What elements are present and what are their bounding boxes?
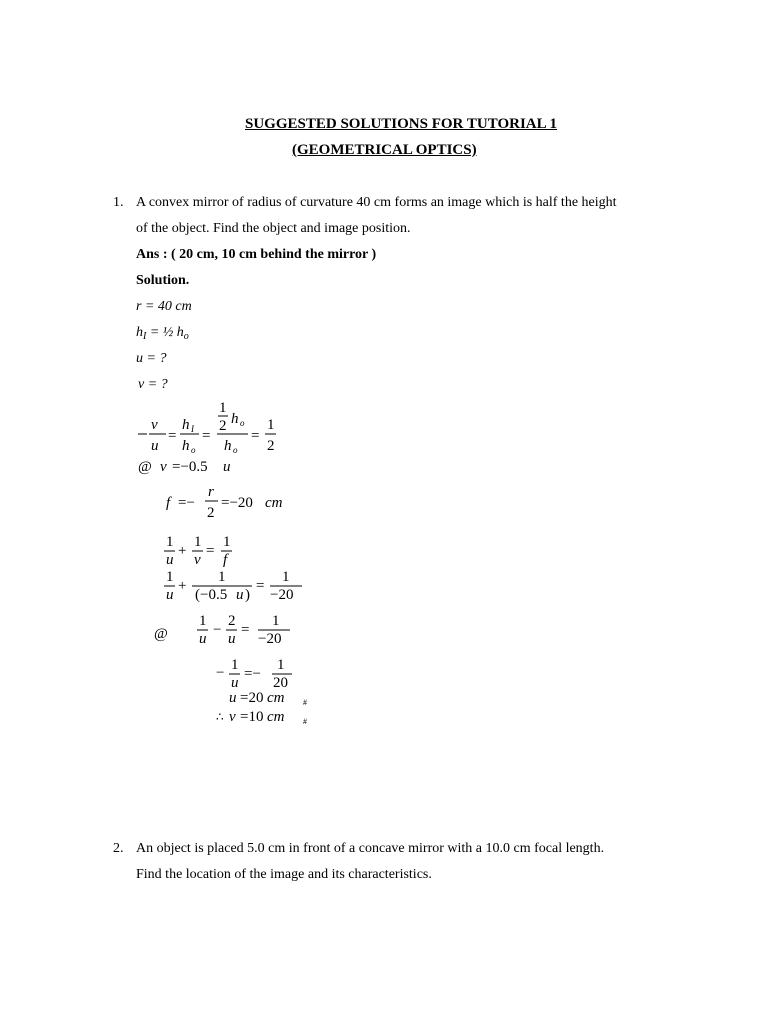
svg-text:o: o (191, 445, 196, 455)
svg-text:v: v (194, 552, 201, 568)
svg-text:2: 2 (219, 418, 227, 434)
svg-text:1: 1 (277, 657, 285, 673)
svg-text:=−0.5: =−0.5 (172, 459, 208, 475)
svg-text:u: u (228, 631, 236, 647)
svg-text:(−0.5: (−0.5 (195, 587, 228, 603)
svg-text:h: h (182, 438, 190, 454)
svg-text:): ) (245, 587, 250, 603)
svg-text:−20: −20 (270, 587, 294, 603)
svg-text:f: f (223, 552, 228, 568)
svg-text:1: 1 (199, 613, 207, 629)
v-relation-equation (138, 459, 231, 475)
svg-text:20: 20 (273, 675, 288, 691)
given-radius: r = 40 cm (136, 299, 192, 314)
svg-text:@: @ (138, 459, 152, 475)
svg-text:h: h (224, 438, 232, 454)
svg-text:@: @ (154, 626, 168, 642)
svg-text:h: h (182, 417, 190, 433)
svg-text:=20: =20 (240, 690, 264, 706)
svg-text:v: v (229, 709, 236, 725)
simplification-equation (154, 613, 290, 647)
question-2-text-line2: Find the location of the image and its characteristics. (136, 867, 432, 882)
question-1-text-line2: of the object. Find the object and image position. (136, 221, 411, 236)
svg-text:1: 1 (223, 534, 231, 550)
magnification-equation (138, 400, 276, 455)
question-2-text-line1: An object is placed 5.0 cm in front of a concave mirror with a 10.0 cm focal length. (136, 841, 605, 856)
svg-text:+: + (178, 543, 187, 559)
svg-text:2: 2 (267, 438, 275, 454)
result-u (229, 690, 307, 707)
svg-text:=: = (241, 622, 250, 638)
given-height-rhs: = ½ h (149, 325, 184, 340)
svg-text:=−20: =−20 (221, 495, 253, 511)
svg-text:u: u (166, 587, 174, 603)
svg-text:1: 1 (282, 569, 290, 585)
svg-text:1: 1 (166, 534, 174, 550)
page-subtitle: (GEOMETRICAL OPTICS) (292, 142, 477, 158)
svg-text:I: I (191, 424, 194, 434)
svg-text:−: − (213, 622, 222, 638)
question-1-number: 1. (113, 195, 124, 210)
given-height-lhs: h (136, 325, 143, 340)
svg-text:2: 2 (207, 505, 215, 521)
page-title: SUGGESTED SOLUTIONS FOR TUTORIAL 1 (245, 116, 558, 132)
svg-text:cm: cm (265, 495, 283, 511)
question-1-text-line1: A convex mirror of radius of curvature 40 cm forms an image which is half the height (136, 195, 617, 210)
substitution-equation (164, 569, 302, 603)
svg-text:=−: =− (178, 495, 195, 511)
svg-text:#: # (303, 717, 307, 726)
svg-text:1: 1 (218, 569, 226, 585)
svg-text:cm: cm (267, 709, 285, 725)
svg-text:+: + (178, 578, 187, 594)
svg-text:=: = (206, 543, 215, 559)
svg-text:h: h (231, 411, 239, 427)
svg-text:v: v (151, 417, 158, 433)
svg-text:=: = (202, 428, 211, 444)
svg-text:1: 1 (194, 534, 202, 550)
result-v (216, 709, 307, 726)
svg-text:=: = (168, 428, 177, 444)
svg-text:u: u (236, 587, 244, 603)
mirror-equation (164, 534, 232, 568)
given-u: u = ? (136, 351, 167, 366)
reduced-equation (216, 657, 292, 691)
svg-text:=: = (251, 428, 260, 444)
svg-text:1: 1 (272, 613, 280, 629)
svg-text:cm: cm (267, 690, 285, 706)
svg-text:o: o (240, 418, 245, 428)
svg-text:−20: −20 (258, 631, 282, 647)
svg-text:u: u (229, 690, 237, 706)
given-height-lhs-sub: I (143, 331, 147, 342)
svg-text:#: # (303, 698, 307, 707)
svg-text:u: u (199, 631, 207, 647)
svg-text:v: v (160, 459, 167, 475)
given-v: v = ? (138, 377, 168, 392)
given-height-rhs-sub: o (183, 331, 189, 342)
svg-text:u: u (151, 438, 159, 454)
svg-text:r: r (208, 484, 214, 500)
svg-text:o: o (233, 445, 238, 455)
svg-text:1: 1 (219, 400, 227, 416)
svg-text:u: u (231, 675, 239, 691)
focal-length-equation (166, 484, 283, 521)
solution-label: Solution. (136, 273, 190, 288)
svg-text:=−: =− (244, 666, 261, 682)
svg-text:=10: =10 (240, 709, 264, 725)
svg-text:u: u (223, 459, 231, 475)
question-1-answer: Ans : ( 20 cm, 10 cm behind the mirror ) (136, 247, 377, 262)
svg-text:1: 1 (267, 417, 275, 433)
svg-text:−: − (216, 665, 225, 681)
svg-text:f: f (166, 495, 171, 511)
svg-text:1: 1 (166, 569, 174, 585)
question-2-number: 2. (113, 841, 124, 856)
svg-text:∴: ∴ (216, 710, 224, 724)
svg-text:u: u (166, 552, 174, 568)
svg-text:1: 1 (231, 657, 239, 673)
svg-text:=: = (256, 578, 265, 594)
svg-text:2: 2 (228, 613, 236, 629)
